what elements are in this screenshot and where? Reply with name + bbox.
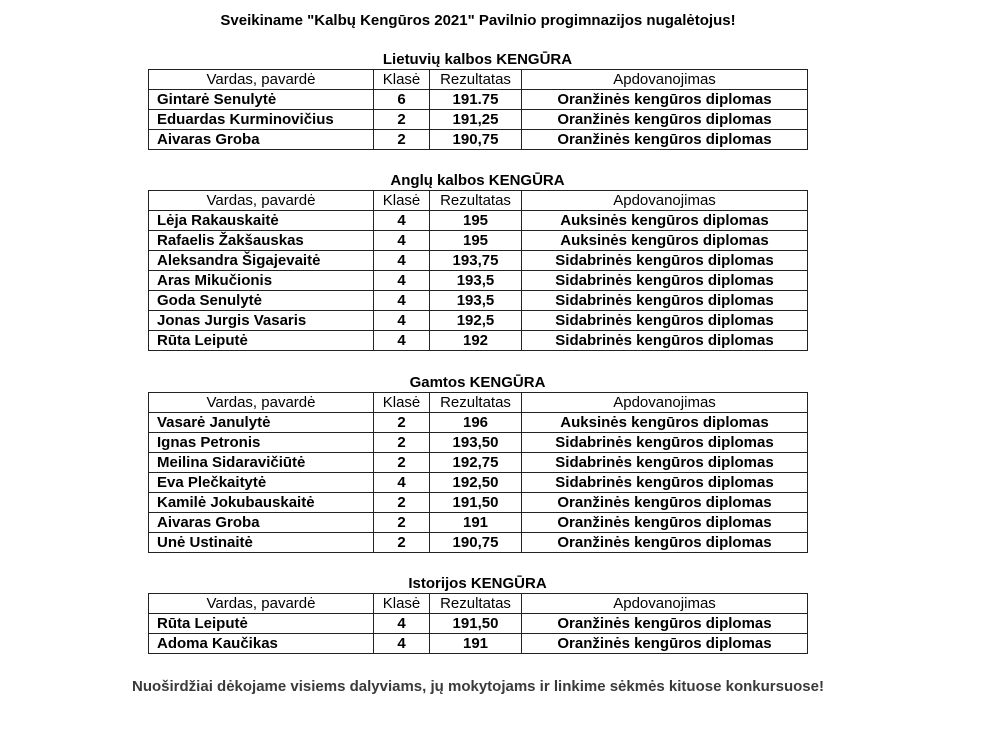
cell-result: 195 [430, 231, 522, 251]
cell-class: 6 [374, 90, 430, 110]
section-title: Gamtos KENGŪRA [409, 374, 546, 391]
table-header-row [149, 594, 808, 614]
cell-result: 192 [430, 331, 522, 351]
cell-result: 191.75 [430, 90, 522, 110]
table-row [149, 110, 808, 130]
table-row [149, 331, 808, 351]
footer-thanks: Nuoširdžiai dėkojame visiems dalyviams, jų mokytojams ir linkime sėkmės kituose konkursuose! [132, 678, 824, 695]
cell-name: Gintarė Senulytė [149, 90, 374, 110]
cell-result: 191 [430, 634, 522, 654]
cell-award: Sidabrinės kengūros diplomas [522, 331, 808, 351]
header-award: Apdovanojimas [522, 594, 808, 614]
table-row [149, 271, 808, 291]
cell-award: Sidabrinės kengūros diplomas [522, 433, 808, 453]
cell-name: Aivaras Groba [149, 513, 374, 533]
results-table [148, 392, 808, 553]
cell-class: 4 [374, 614, 430, 634]
header-class: Klasė [374, 393, 430, 413]
cell-result: 191 [430, 513, 522, 533]
cell-name: Lėja Rakauskaitė [149, 211, 374, 231]
cell-name: Kamilė Jokubauskaitė [149, 493, 374, 513]
cell-name: Goda Senulytė [149, 291, 374, 311]
cell-award: Auksinės kengūros diplomas [522, 231, 808, 251]
section-title: Lietuvių kalbos KENGŪRA [382, 51, 573, 68]
table-row [149, 211, 808, 231]
cell-class: 4 [374, 311, 430, 331]
cell-award: Oranžinės kengūros diplomas [522, 533, 808, 553]
table-row [149, 473, 808, 493]
section-lithuanian [148, 51, 807, 150]
cell-name: Ignas Petronis [149, 433, 374, 453]
cell-result: 195 [430, 211, 522, 231]
cell-class: 2 [374, 533, 430, 553]
cell-award: Sidabrinės kengūros diplomas [522, 271, 808, 291]
cell-name: Vasarė Janulytė [149, 413, 374, 433]
cell-class: 2 [374, 110, 430, 130]
cell-award: Sidabrinės kengūros diplomas [522, 251, 808, 271]
header-name: Vardas, pavardė [149, 191, 374, 211]
table-row [149, 251, 808, 271]
cell-class: 4 [374, 271, 430, 291]
section-english [148, 172, 807, 351]
cell-class: 2 [374, 130, 430, 150]
section-title: Anglų kalbos KENGŪRA [390, 172, 565, 189]
cell-class: 4 [374, 331, 430, 351]
cell-result: 192,75 [430, 453, 522, 473]
cell-award: Oranžinės kengūros diplomas [522, 493, 808, 513]
table-row [149, 413, 808, 433]
cell-name: Jonas Jurgis Vasaris [149, 311, 374, 331]
cell-award: Oranžinės kengūros diplomas [522, 130, 808, 150]
header-class: Klasė [374, 191, 430, 211]
table-row [149, 614, 808, 634]
cell-result: 190,75 [430, 533, 522, 553]
header-result: Rezultatas [430, 393, 522, 413]
header-class: Klasė [374, 594, 430, 614]
cell-result: 191,50 [430, 614, 522, 634]
cell-result: 193,5 [430, 271, 522, 291]
cell-name: Aleksandra Šigajevaitė [149, 251, 374, 271]
header-name: Vardas, pavardė [149, 70, 374, 90]
table-row [149, 90, 808, 110]
table-row [149, 634, 808, 654]
cell-name: Eduardas Kurminovičius [149, 110, 374, 130]
page-title: Sveikiname "Kalbų Kengūros 2021" Pavilnio progimnazijos nugalėtojus! [220, 12, 736, 29]
cell-award: Sidabrinės kengūros diplomas [522, 291, 808, 311]
cell-award: Sidabrinės kengūros diplomas [522, 311, 808, 331]
cell-class: 4 [374, 634, 430, 654]
table-row [149, 311, 808, 331]
table-row [149, 291, 808, 311]
section-history [148, 575, 807, 654]
section-nature [148, 374, 807, 553]
table-header-row [149, 191, 808, 211]
table-row [149, 433, 808, 453]
table-row [149, 231, 808, 251]
section-title: Istorijos KENGŪRA [408, 575, 547, 592]
cell-result: 191,50 [430, 493, 522, 513]
header-award: Apdovanojimas [522, 70, 808, 90]
cell-result: 193,5 [430, 291, 522, 311]
cell-award: Oranžinės kengūros diplomas [522, 110, 808, 130]
results-table [148, 69, 808, 150]
cell-result: 190,75 [430, 130, 522, 150]
cell-award: Oranžinės kengūros diplomas [522, 634, 808, 654]
cell-class: 2 [374, 513, 430, 533]
table-row [149, 513, 808, 533]
header-award: Apdovanojimas [522, 191, 808, 211]
cell-name: Aras Mikučionis [149, 271, 374, 291]
cell-award: Auksinės kengūros diplomas [522, 413, 808, 433]
header-result: Rezultatas [430, 594, 522, 614]
cell-class: 4 [374, 291, 430, 311]
results-table [148, 190, 808, 351]
cell-result: 193,50 [430, 433, 522, 453]
cell-name: Unė Ustinaitė [149, 533, 374, 553]
cell-award: Auksinės kengūros diplomas [522, 211, 808, 231]
header-name: Vardas, pavardė [149, 594, 374, 614]
table-row [149, 493, 808, 513]
cell-name: Meilina Sidaravičiūtė [149, 453, 374, 473]
cell-result: 191,25 [430, 110, 522, 130]
header-result: Rezultatas [430, 70, 522, 90]
cell-result: 192,50 [430, 473, 522, 493]
cell-result: 192,5 [430, 311, 522, 331]
header-class: Klasė [374, 70, 430, 90]
cell-result: 196 [430, 413, 522, 433]
header-name: Vardas, pavardė [149, 393, 374, 413]
cell-class: 4 [374, 473, 430, 493]
cell-name: Rūta Leiputė [149, 614, 374, 634]
cell-class: 4 [374, 231, 430, 251]
header-result: Rezultatas [430, 191, 522, 211]
cell-name: Aivaras Groba [149, 130, 374, 150]
cell-class: 4 [374, 251, 430, 271]
cell-name: Rafaelis Žakšauskas [149, 231, 374, 251]
table-header-row [149, 393, 808, 413]
cell-class: 2 [374, 433, 430, 453]
cell-name: Adoma Kaučikas [149, 634, 374, 654]
cell-class: 2 [374, 413, 430, 433]
cell-award: Oranžinės kengūros diplomas [522, 614, 808, 634]
table-header-row [149, 70, 808, 90]
cell-result: 193,75 [430, 251, 522, 271]
cell-name: Rūta Leiputė [149, 331, 374, 351]
cell-class: 2 [374, 493, 430, 513]
cell-award: Oranžinės kengūros diplomas [522, 513, 808, 533]
cell-award: Sidabrinės kengūros diplomas [522, 473, 808, 493]
table-row [149, 533, 808, 553]
table-row [149, 453, 808, 473]
cell-class: 2 [374, 453, 430, 473]
results-table [148, 593, 808, 654]
cell-award: Sidabrinės kengūros diplomas [522, 453, 808, 473]
header-award: Apdovanojimas [522, 393, 808, 413]
cell-award: Oranžinės kengūros diplomas [522, 90, 808, 110]
cell-name: Eva Plečkaitytė [149, 473, 374, 493]
cell-class: 4 [374, 211, 430, 231]
table-row [149, 130, 808, 150]
